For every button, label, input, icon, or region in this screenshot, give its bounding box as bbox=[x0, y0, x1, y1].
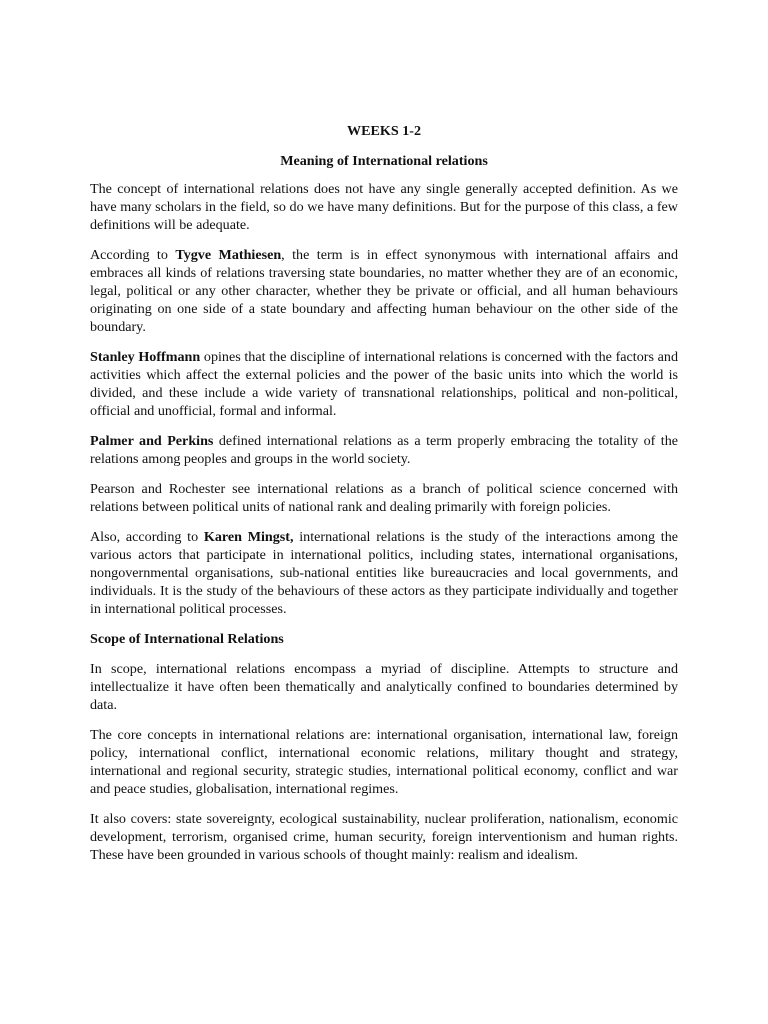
section-title-scope: Scope of International Relations bbox=[90, 631, 284, 647]
intro-paragraph: The concept of international relations does not have any single generally accepted definition. As we have many scholars in the field, so do we have many definitions. But for the purpose of this class, a few definitions will be adequate. bbox=[90, 181, 678, 233]
definition-text: defined international relations as a term properly embracing the totality of the relations among peoples and groups in the world society. bbox=[90, 433, 678, 467]
definition-lead: According to bbox=[90, 247, 176, 263]
section-title-meaning: Meaning of International relations bbox=[280, 153, 488, 169]
definition-hoffmann bbox=[90, 348, 678, 420]
definition-lead: Also, according to bbox=[90, 529, 204, 545]
definition-text: , the term is in effect synonymous with international affairs and embraces all kinds of relations traversing state boundaries, no matter whether they are of an economic, legal, political or any other character, whether they be private or official, and all human behaviours originating on one side of a state boundary and affecting human behaviour on the other side of the boundary. bbox=[90, 247, 678, 335]
definition-palmer-perkins bbox=[90, 432, 678, 468]
definition-mingst bbox=[90, 528, 678, 618]
definition-mathiesen bbox=[90, 246, 678, 336]
scope-paragraph-3: It also covers: state sovereignty, ecological sustainability, nuclear proliferation, nationalism, economic development, terrorism, organised crime, human security, foreign interventionism and human rights. These have been grounded in various schools of thought mainly: realism and idealism. bbox=[90, 811, 678, 863]
definition-text: opines that the discipline of international relations is concerned with the factors and activities which affect the external policies and the power of the basic units into which the world is divided, and these include a wide variety of transnational relationships, political and non-political, official and unofficial, formal and informal. bbox=[90, 349, 678, 419]
definition-text: international relations is the study of the interactions among the various actors that participate in international politics, including states, international organisations, nongovernmental organisations, sub-national entities like bureaucracies and local governments, and individuals. It is the study of the behaviours of these actors as they participate individually and together in international political processes. bbox=[90, 529, 679, 617]
definition-pearson-rochester: Pearson and Rochester see international relations as a branch of political science concerned with relations between political units of national rank and dealing primarily with foreign policies. bbox=[90, 481, 678, 515]
author-name-palmer-perkins: Palmer and Perkins bbox=[90, 433, 214, 449]
author-name-mathiesen: Tygve Mathiesen bbox=[175, 247, 282, 263]
scope-paragraph-2: The core concepts in international relations are: international organisation, international law, foreign policy, international conflict, international economic relations, military thought and strategy, international and regional security, strategic studies, international political economy, conflict and war and peace studies, globalisation, international regimes. bbox=[90, 727, 678, 797]
author-name-mingst: Karen Mingst, bbox=[203, 529, 294, 545]
author-name-hoffmann: Stanley Hoffmann bbox=[90, 349, 201, 365]
scope-paragraph-1: In scope, international relations encompass a myriad of discipline. Attempts to structure and intellectualize it have often been thematically and analytically confined to boundaries determined by data. bbox=[90, 661, 678, 713]
page-title: WEEKS 1-2 bbox=[346, 123, 421, 139]
